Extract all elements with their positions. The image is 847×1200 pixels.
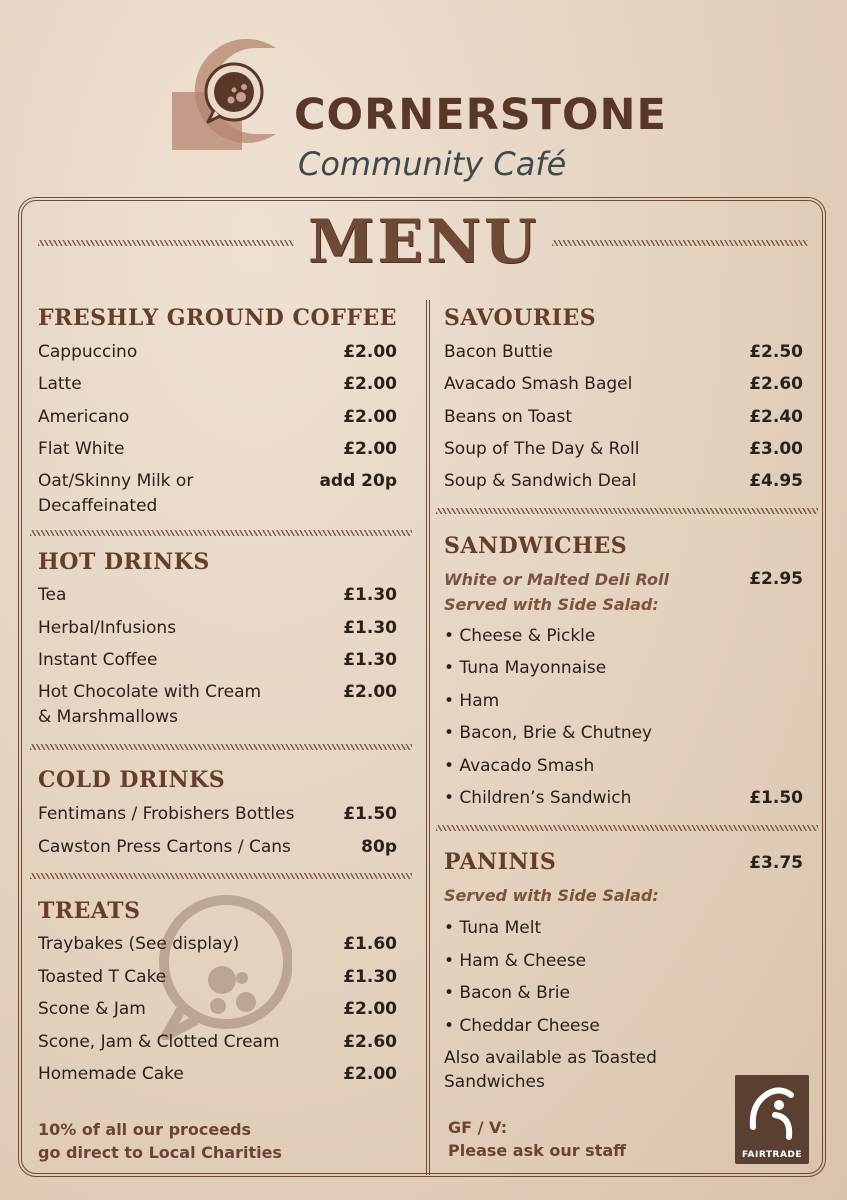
fairtrade-label: FAIRTRADE — [741, 1150, 803, 1160]
menu-item: Homemade Cake — [38, 1064, 184, 1084]
menu-item: Cawston Press Cartons / Cans — [38, 837, 291, 857]
column-divider — [426, 300, 430, 1175]
section-title-cold-drinks: COLD DRINKS — [38, 767, 226, 793]
menu-item: Avacado Smash Bagel — [444, 374, 633, 394]
brand-name: CORNERSTONE — [294, 90, 667, 140]
menu-item: • Tuna Mayonnaise — [444, 658, 607, 678]
menu-item-price: £1.50 — [749, 788, 803, 808]
section-title-hot-drinks: HOT DRINKS — [38, 549, 210, 575]
menu-item-price: £2.00 — [343, 407, 397, 427]
fairtrade-mark-icon — [735, 1075, 809, 1147]
menu-item: Flat White — [38, 439, 125, 459]
menu-item-line2: & Marshmallows — [38, 707, 178, 727]
section-divider — [30, 530, 412, 536]
menu-item: • Bacon, Brie & Chutney — [444, 723, 653, 743]
menu-item: • Ham — [444, 691, 500, 711]
section-divider — [436, 825, 818, 831]
menu-item-price: £2.00 — [343, 999, 397, 1019]
title-rule-right — [552, 240, 808, 246]
menu-item: • Bacon & Brie — [444, 983, 570, 1003]
section-divider — [436, 508, 818, 514]
menu-item: • Avacado Smash — [444, 756, 595, 776]
section-title-paninis: PANINIS — [444, 849, 557, 875]
menu-item-price: £2.40 — [749, 407, 803, 427]
menu-item: Toasted T Cake — [38, 967, 167, 987]
charity-note-line2: go direct to Local Charities — [38, 1143, 282, 1162]
menu-item: Fentimans / Frobishers Bottles — [38, 804, 295, 824]
menu-title: MENU — [307, 207, 540, 277]
menu-item-price: £1.30 — [343, 650, 397, 670]
menu-item-price: add 20p — [319, 471, 397, 491]
menu-item: • Cheese & Pickle — [444, 626, 596, 646]
menu-item-price: £3.00 — [749, 439, 803, 459]
menu-item-line2: Decaffeinated — [38, 496, 158, 516]
menu-item: Cappuccino — [38, 342, 138, 362]
section-divider — [30, 744, 412, 750]
menu-item-price: £2.00 — [343, 342, 397, 362]
menu-item: • Children’s Sandwich — [444, 788, 632, 808]
menu-item-price: £2.50 — [749, 342, 803, 362]
menu-item-price: 80p — [361, 837, 397, 857]
section-divider — [30, 873, 412, 879]
brand-subtitle: Community Café — [298, 145, 567, 183]
gf-note: GF / V: — [448, 1118, 508, 1137]
menu-item: Beans on Toast — [444, 407, 572, 427]
menu-item: Bacon Buttie — [444, 342, 553, 362]
menu-item-price: £2.00 — [343, 439, 397, 459]
menu-item: Hot Chocolate with Cream — [38, 682, 262, 702]
charity-note: 10% of all our proceeds — [38, 1120, 252, 1139]
sandwiches-subtitle-line2: Served with Side Salad: — [444, 595, 659, 614]
menu-item: • Ham & Cheese — [444, 951, 587, 971]
menu-item-price: £4.95 — [749, 471, 803, 491]
menu-item-price: £2.00 — [343, 682, 397, 702]
coffee-cup-logo-icon — [172, 30, 280, 152]
sandwiches-price: £2.95 — [749, 569, 803, 589]
cafe-logo — [172, 30, 692, 183]
menu-item: Scone, Jam & Clotted Cream — [38, 1032, 280, 1052]
menu-item-price: £2.60 — [343, 1032, 397, 1052]
section-title-sandwiches: SANDWICHES — [444, 533, 628, 559]
menu-item: Instant Coffee — [38, 650, 158, 670]
gf-note-line2: Please ask our staff — [448, 1141, 627, 1160]
paninis-price: £3.75 — [749, 853, 803, 873]
menu-item: Scone & Jam — [38, 999, 146, 1019]
menu-item: Oat/Skinny Milk or — [38, 471, 194, 491]
menu-item: Soup of The Day & Roll — [444, 439, 640, 459]
coffee-watermark-icon — [152, 890, 292, 1040]
section-title-treats: TREATS — [38, 898, 141, 924]
menu-item: Americano — [38, 407, 130, 427]
menu-item: • Tuna Melt — [444, 918, 542, 938]
menu-item: Tea — [38, 585, 67, 605]
menu-item-price: £2.60 — [749, 374, 803, 394]
menu-item-price: £1.30 — [343, 618, 397, 638]
menu-item-price: £1.30 — [343, 585, 397, 605]
menu-item: Latte — [38, 374, 82, 394]
section-title-coffee: FRESHLY GROUND COFFEE — [38, 305, 397, 331]
menu-item-price: £2.00 — [343, 1064, 397, 1084]
menu-item: Soup & Sandwich Deal — [444, 471, 637, 491]
section-title-savouries: SAVOURIES — [444, 305, 597, 331]
menu-item: • Cheddar Cheese — [444, 1016, 600, 1036]
menu-item-price: £1.60 — [343, 934, 397, 954]
title-rule-left — [38, 240, 294, 246]
menu-item-price: £1.50 — [343, 804, 397, 824]
paninis-subtitle: Served with Side Salad: — [444, 886, 659, 905]
paninis-also-note-line2: Sandwiches — [444, 1072, 545, 1092]
menu-item-price: £2.00 — [343, 374, 397, 394]
menu-item: Herbal/Infusions — [38, 618, 177, 638]
paninis-also-note: Also available as Toasted — [444, 1048, 657, 1068]
menu-item-price: £1.30 — [343, 967, 397, 987]
fairtrade-logo — [735, 1075, 809, 1164]
sandwiches-subtitle: White or Malted Deli Roll — [444, 570, 669, 589]
menu-item: Traybakes (See display) — [38, 934, 240, 954]
